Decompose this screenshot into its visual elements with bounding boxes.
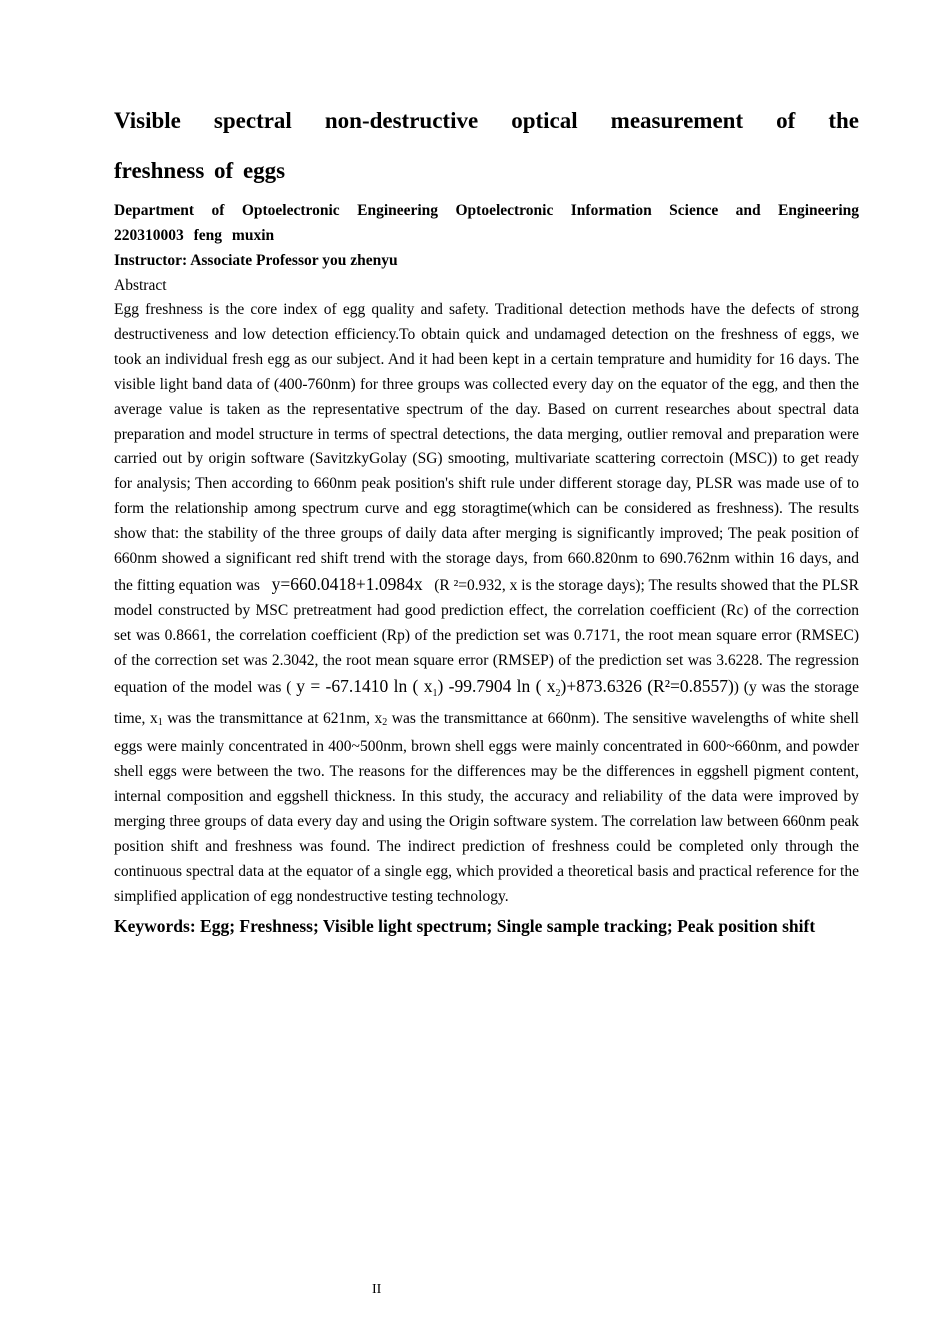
- abstract-text-2: (R ²=0.932, x is the storage days); The results showed that the PLSR model constructed by MSC pretreatment had good prediction effect, the correlation coefficient (Rc) of the correction set was 0.8661, the correlation coefficient (Rp) of the prediction set was 0.7171, the root mean square error (RMSEC) of the correction set was 2.3042, the root mean square error (RMSEP) of the prediction set was 3.6228. The regression equation of the model was (: [114, 576, 860, 696]
- regression-eq-part-c: )+873.6326 (R²=0.8557): [560, 675, 734, 696]
- regression-eq-sub-2: 2: [555, 687, 561, 699]
- abstract-sub-1: 1: [157, 716, 163, 728]
- keywords-line: Keywords: Egg; Freshness; Visible light spectrum; Single sample tracking; Peak position shift: [114, 915, 816, 936]
- regression-eq-sub-1: 1: [432, 687, 438, 699]
- department-block: [114, 198, 859, 248]
- title-line-2: freshness of eggs: [114, 158, 286, 183]
- instructor-line: Instructor: Associate Professor you zhenyu: [114, 252, 398, 269]
- paper-title: [114, 96, 859, 196]
- regression-eq-part-b: ) -99.7904 ln ( x: [437, 675, 556, 696]
- abstract-text-3b: was the transmittance at 621nm, x: [162, 709, 383, 727]
- abstract-text-3c: was the transmittance at 660nm). The sensitive wavelengths of white shell eggs were mainly concentrated in 400~500nm, brown shell eggs were mainly concentrated in 600~660nm, and powder shell eggs were between the two. The reasons for the differences may be the differences in eggshell pigment content, internal composition and eggshell thickness. In this study, the accuracy and reliability of the data were improved by merging three groups of data every day and using the Origin software system. The correlation law between 660nm peak position shift and freshness was found. The indirect prediction of freshness could be completed only through the continuous spectral data at the equator of a single egg, which provided a theoretical basis and practical reference for the simplified application of egg nondestructive testing technology.: [114, 709, 859, 905]
- department-line: Department of Optoelectronic Engineering Optoelectronic Information Science and Engineering: [114, 202, 859, 219]
- document-page: [114, 96, 859, 939]
- abstract-sub-2: 2: [382, 716, 388, 728]
- page-number: II: [372, 1282, 382, 1297]
- abstract-text-3a: ) (y was the storage time, x: [114, 678, 860, 727]
- regression-eq-part-a: y = -67.1410 ln ( x: [296, 675, 433, 696]
- abstract-heading: Abstract: [114, 277, 167, 294]
- student-id-name: 220310003 feng muxin: [114, 227, 275, 244]
- abstract-text-1: Egg freshness is the core index of egg quality and safety. Traditional detection methods have the defects of strong destructiveness and low detection efficiency.To obtain quick and undamaged detection on the freshness of eggs, we took an individual fresh egg as our subject. And it had been kept in a certain temprature and humidity for 16 days. The visible light band data of (400-760nm) for three groups was collected every day on the equator of the egg, and then the average value is taken as the representative spectrum of the day. Based on current researches about spectral data preparation and model structure in terms of spectral detections, the data merging, outlier removal and preparation were carried out by origin software (SavitzkyGolay (SG) smooting, multivariate scattering correctoin (MSC)) to get ready for analysis; Then according to 660nm peak position's shift rule under different storage day, PLSR was made use of to form the relationship among spectrum curve and egg storagtime(which can be considered as freshness). The results show that: the stability of the three groups of daily data after merging is significantly improved; The peak position of 660nm showed a significant red shift trend with the storage days, from 660.820nm to 690.762nm within 16 days, and the fitting equation was: [114, 301, 859, 594]
- title-line-1: Visible spectral non-destructive optical measurement of the: [114, 108, 859, 133]
- regression-equation: [296, 675, 734, 699]
- fitting-equation: y=660.0418+1.0984x: [271, 573, 423, 594]
- abstract-body: [114, 298, 859, 910]
